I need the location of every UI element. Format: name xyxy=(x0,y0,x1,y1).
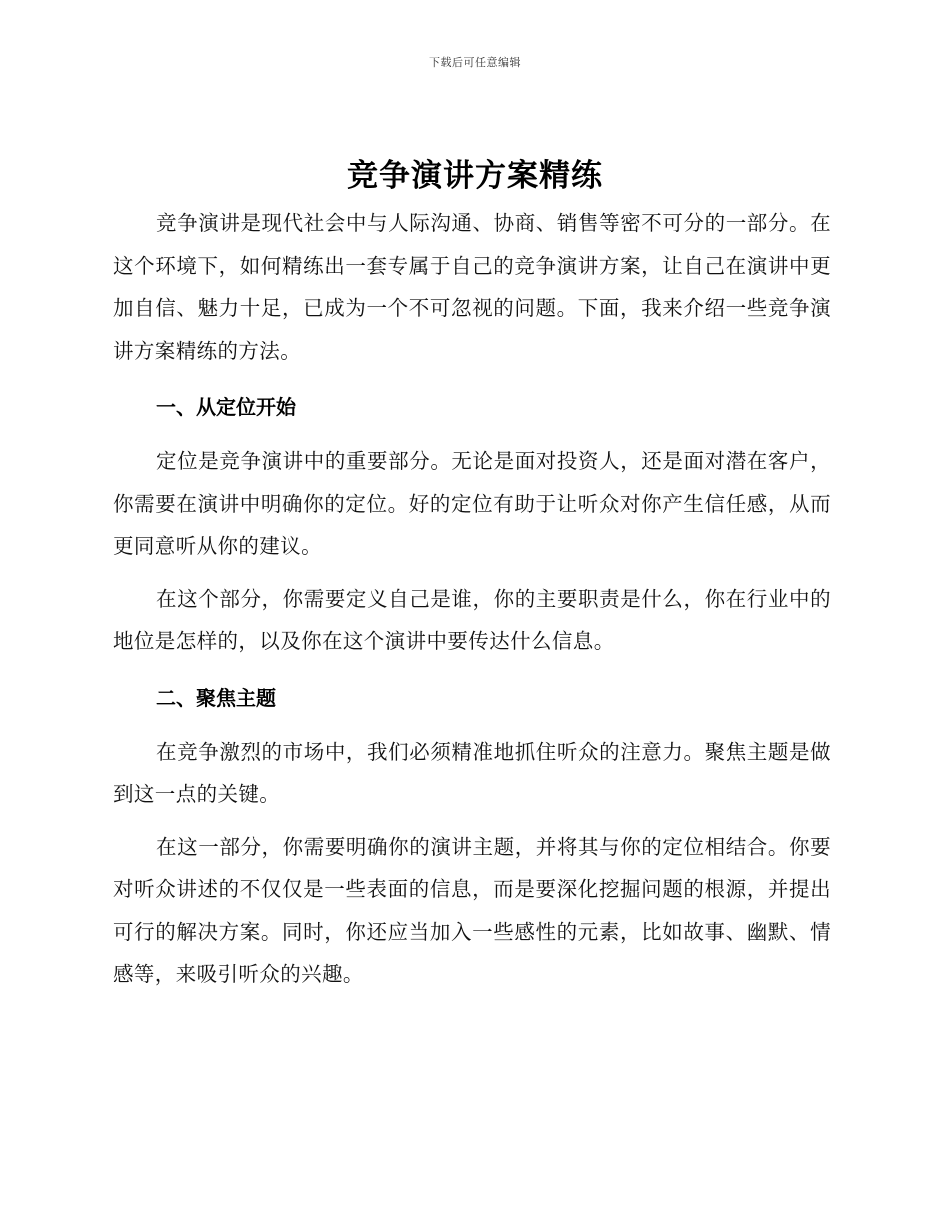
intro-paragraph: 竞争演讲是现代社会中与人际沟通、协商、销售等密不可分的一部分。在这个环境下，如何精练出一套专属于自己的竞争演讲方案，让自己在演讲中更加自信、魅力十足，已成为一个不可忽视的问题。下面，我来介绍一些竞争演讲方案精练的方法。 xyxy=(113,211,831,363)
section-2-paragraph-2: 在这一部分，你需要明确你的演讲主题，并将其与你的定位相结合。你要对听众讲述的不仅仅是一些表面的信息，而是要深化挖掘问题的根源，并提出可行的解决方案。同时，你还应当加入一些感性的元素，比如故事、幽默、情感等，来吸引听众的兴趣。 xyxy=(113,834,831,986)
section-1-paragraph-1: 定位是竞争演讲中的重要部分。无论是面对投资人，还是面对潜在客户，你需要在演讲中明确你的定位。好的定位有助于让听众对你产生信任感，从而更同意听从你的建议。 xyxy=(113,449,831,558)
header-note: 下载后可任意编辑 xyxy=(429,56,521,69)
section-2-paragraph-1: 在竞争激烈的市场中，我们必须精准地抓住听众的注意力。聚焦主题是做到这一点的关键。 xyxy=(113,739,831,806)
section-heading-positioning: 一、从定位开始 xyxy=(156,395,296,419)
section-heading-focus-theme: 二、聚焦主题 xyxy=(156,685,276,710)
section-1-paragraph-2: 在这个部分，你需要定义自己是谁，你的主要职责是什么，你在行业中的地位是怎样的，以及你在这个演讲中要传达什么信息。 xyxy=(113,586,831,653)
document-title: 竞争演讲方案精练 xyxy=(347,158,603,194)
document-body xyxy=(113,202,831,996)
